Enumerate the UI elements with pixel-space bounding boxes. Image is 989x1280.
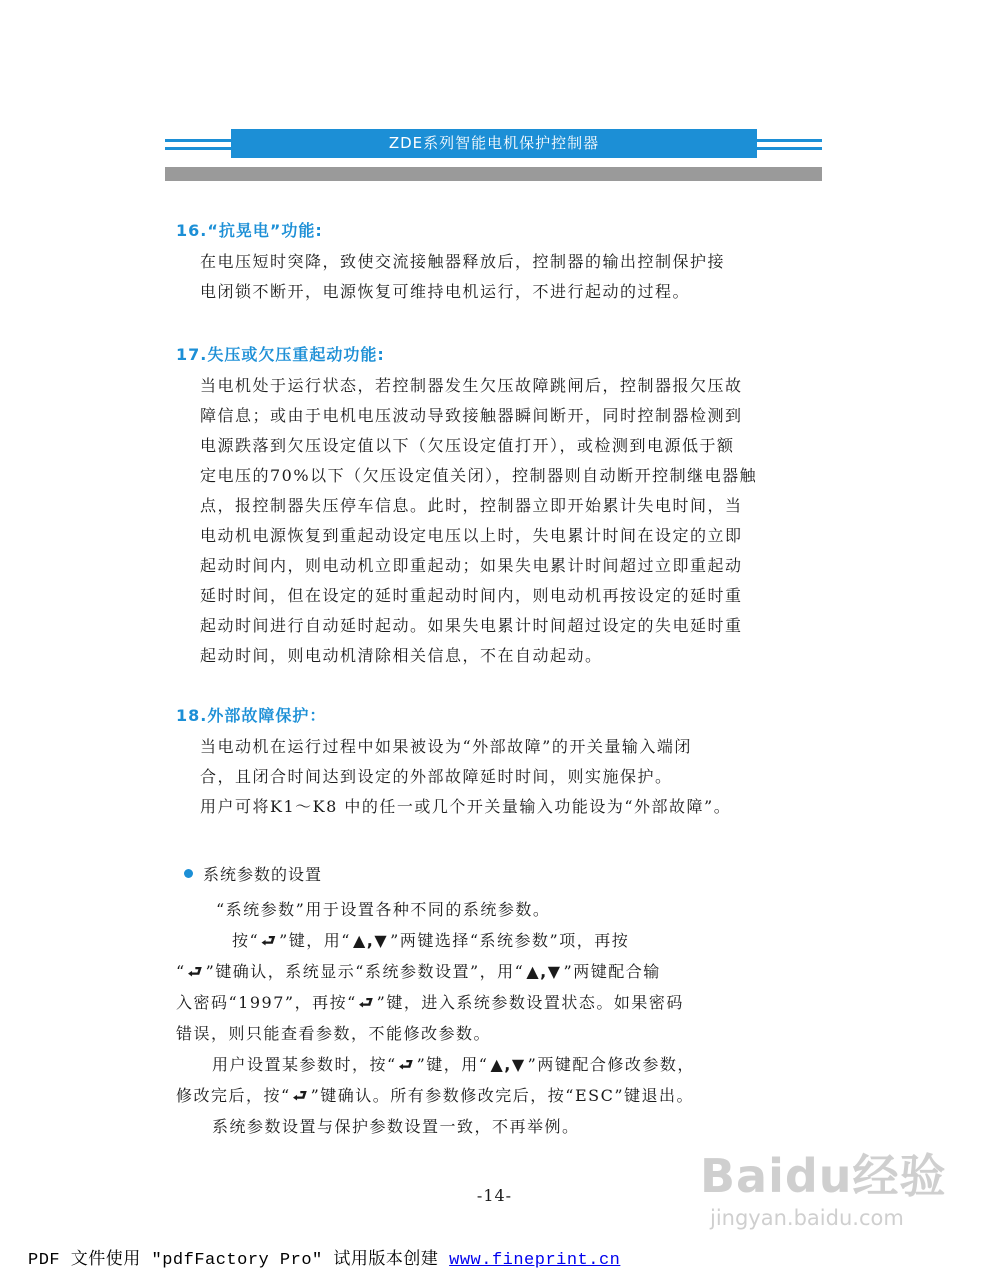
text-fragment: ”两键配合修改参数， — [527, 1055, 695, 1074]
paragraph-line: 电源跌落到欠压设定值以下（欠压设定值打开），或检测到电源低于额 — [200, 436, 735, 455]
paragraph-line: 延时时间，但在设定的延时重起动时间内，则电动机再按设定的延时重 — [200, 586, 743, 605]
bullet-dot-icon — [184, 869, 193, 878]
paragraph-line: 电动机电源恢复到重起动设定电压以上时，失电累计时间在设定的立即 — [200, 526, 743, 545]
system-line-1 — [176, 925, 816, 956]
system-line-6 — [176, 1080, 816, 1111]
up-down-keys-icon: ▲,▼ — [526, 962, 562, 981]
text-fragment: ”键确认，系统显示“系统参数设置”，用“ — [205, 962, 525, 981]
enter-key-icon: ⮐ — [261, 931, 278, 950]
header-gray-bar — [165, 167, 822, 181]
system-params-body — [176, 894, 816, 1142]
paragraph-line: 电闭锁不断开，电源恢复可维持电机运行，不进行起动的过程。 — [200, 282, 691, 301]
enter-key-icon: ⮐ — [398, 1055, 415, 1074]
watermark-url: jingyan.baidu.com — [710, 1206, 904, 1230]
paragraph-line: 起动时间进行自动延时起动。如果失电累计时间超过设定的失电延时重 — [200, 616, 743, 635]
section-title: 17.失压或欠压重起动功能: — [176, 345, 385, 364]
enter-key-icon: ⮐ — [292, 1086, 309, 1105]
watermark-logo: Baidu经验 — [700, 1149, 947, 1203]
system-line-3 — [176, 987, 816, 1018]
paragraph-line: 当电动机在运行过程中如果被设为“外部故障”的开关量输入端闭 — [200, 737, 692, 756]
section-title: 16.“抗晃电”功能: — [176, 221, 323, 240]
paragraph-line: 障信息；或由于电机电压波动导致接触器瞬间断开，同时控制器检测到 — [200, 406, 743, 425]
section-title: 18.外部故障保护： — [176, 706, 327, 725]
paragraph-line: 在电压短时突降，致使交流接触器释放后，控制器的输出控制保护接 — [200, 252, 726, 271]
header-title: ZDE系列智能电机保护控制器 — [231, 129, 757, 158]
pdf-footer — [28, 1244, 620, 1270]
baidu-watermark — [700, 1140, 960, 1260]
system-line-7: 系统参数设置与保护参数设置一致，不再举例。 — [212, 1117, 580, 1136]
text-fragment: ”键确认。所有参数修改完后，按“ESC”键退出。 — [310, 1086, 695, 1105]
system-line-5 — [176, 1049, 816, 1080]
system-line-4: 错误，则只能查看参数，不能修改参数。 — [176, 1024, 492, 1043]
footer-text: PDF 文件使用 "pdfFactory Pro" 试用版本创建 — [28, 1251, 450, 1270]
text-fragment: “ — [176, 962, 186, 981]
system-params-heading — [184, 862, 322, 885]
footer-link[interactable]: www.fineprint.cn — [449, 1251, 621, 1270]
text-fragment: ”键，用“ — [416, 1055, 489, 1074]
page-number: -14- — [476, 1186, 513, 1205]
system-params-title: 系统参数的设置 — [203, 865, 323, 884]
paragraph-line: 当电机处于运行状态，若控制器发生欠压故障跳闸后，控制器报欠压故 — [200, 376, 743, 395]
system-intro: “系统参数”用于设置各种不同的系统参数。 — [216, 900, 551, 919]
paragraph-line: 用户可将K1～K8 中的任一或几个开关量输入功能设为“外部故障”。 — [200, 797, 732, 816]
section-16 — [176, 218, 816, 307]
enter-key-icon: ⮐ — [187, 962, 204, 981]
paragraph-line: 定电压的70%以下（欠压设定值关闭），控制器则自动断开控制继电器触 — [200, 466, 758, 485]
text-fragment: ”键，用“ — [279, 931, 351, 950]
paragraph-line: 起动时间内，则电动机立即重起动；如果失电累计时间超过立即重起动 — [200, 556, 743, 575]
text-fragment: ”两键配合输 — [563, 962, 661, 981]
section-18 — [176, 703, 816, 822]
text-fragment: 用户设置某参数时，按“ — [212, 1055, 397, 1074]
text-fragment: ”两键选择“系统参数”项，再按 — [390, 931, 630, 950]
paragraph-line: 点，报控制器失压停车信息。此时，控制器立即开始累计失电时间，当 — [200, 496, 743, 515]
enter-key-icon: ⮐ — [358, 993, 375, 1012]
section-17 — [176, 342, 816, 671]
system-line-2 — [176, 956, 816, 987]
up-down-keys-icon: ▲,▼ — [352, 931, 389, 950]
paragraph-line: 合，且闭合时间达到设定的外部故障延时时间，则实施保护。 — [200, 767, 673, 786]
paragraph-line: 起动时间，则电动机清除相关信息，不在自动起动。 — [200, 646, 603, 665]
text-fragment: 按“ — [232, 931, 260, 950]
up-down-keys-icon: ▲,▼ — [490, 1055, 526, 1074]
text-fragment: ”键，进入系统参数设置状态。如果密码 — [376, 993, 684, 1012]
text-fragment: 修改完后，按“ — [176, 1086, 291, 1105]
text-fragment: 入密码“1997”，再按“ — [176, 993, 357, 1012]
